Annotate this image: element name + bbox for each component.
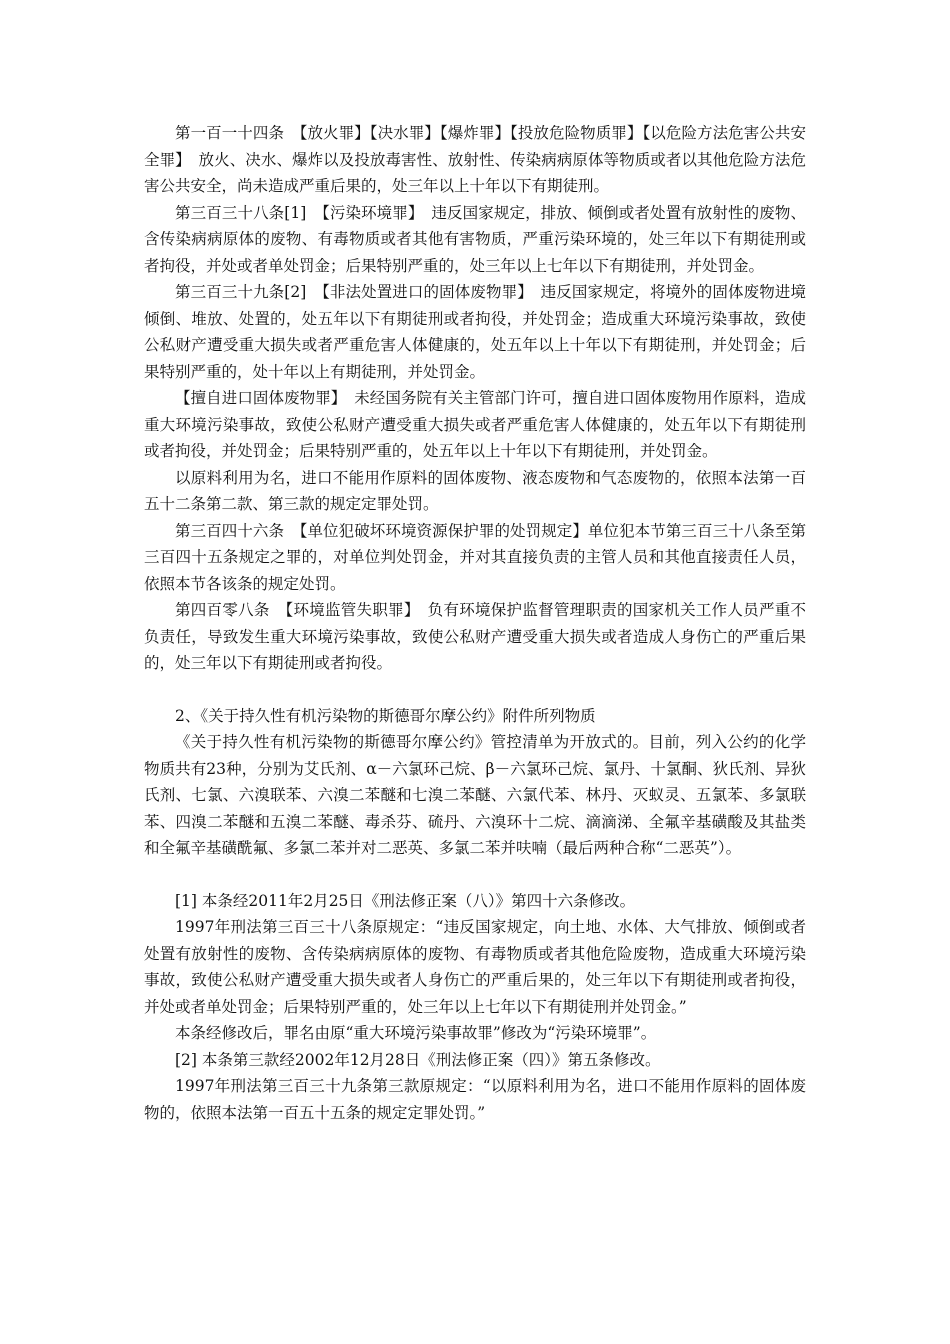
section-gap [144,677,806,703]
section-2-body: 《关于持久性有机污染物的斯德哥尔摩公约》管控清单为开放式的。目前，列入公约的化学物质共有23种，分别为艾氏剂、α－六氯环己烷、β－六氯环己烷、氯丹、十氯酮、狄氏剂、异狄氏剂、七氯、六溴联苯、六溴二苯醚和七溴二苯醚、六氯代苯、林丹、灭蚁灵、五氯苯、多氯联苯、四溴二苯醚和五溴二苯醚、毒杀芬、硫丹、六溴环十二烷、滴滴涕、全氟辛基磺酸及其盐类和全氟辛基磺酰氟、多氯二苯并对二恶英、多氯二苯并呋喃（最后两种合称“二恶英”）。 [144,733,806,857]
article-338: 第三百三十八条[1] 【污染环境罪】 违反国家规定，排放、倾倒或者处置有放射性的废物、含传染病病原体的废物、有毒物质或者其他有害物质，严重污染环境的，处三年以下有期徒刑或者拘役，并处或者单处罚金；后果特别严重的，处三年以上七年以下有期徒刑，并处罚金。 [144,203,806,275]
section-2-heading: 2、《关于持久性有机污染物的斯德哥尔摩公约》附件所列物质 [175,706,596,725]
article-346: 第三百四十六条 【单位犯破坏环境资源保护罪的处罚规定】单位犯本节第三百三十八条至第三百四十五条规定之罪的，对单位判处罚金，并对其直接负责的主管人员和其他直接责任人员，依照本节各该条的规定处罚。 [144,521,806,593]
footnote-1-rename-note: 本条经修改后，罪名由原“重大环境污染事故罪”修改为“污染环境罪”。 [175,1024,657,1042]
footnote-1: [1] 本条经2011年2月25日《刑法修正案（八）》第四十六条修改。 [175,891,636,910]
footnote-1-original-text: 1997年刑法第三百三十八条原规定：“违反国家规定，向土地、水体、大气排放、倾倒或者处置有放射性的废物、含传染病病原体的废物、有毒物质或者其他危险废物，造成重大环境污染事故，致使公私财产遭受重大损失或者人身伤亡的严重后果的，处三年以下有期徒刑或者拘役，并处或者单处罚金；后果特别严重的，处三年以上七年以下有期徒刑并处罚金。” [144,918,806,1016]
footnote-2: [2] 本条第三款经2002年12月28日《刑法修正案（四）》第五条修改。 [175,1050,661,1069]
document-page [144,120,806,1126]
article-114: 第一百一十四条 【放火罪】【决水罪】【爆炸罪】【投放危险物质罪】【以危险方法危害公共安全罪】 放火、决水、爆炸以及投放毒害性、放射性、传染病病原体等物质或者以其他危险方法危害公共安全，尚未造成严重后果的，处三年以上十年以下有期徒刑。 [144,124,806,195]
footnote-2-original-text: 1997年刑法第三百三十九条第三款原规定：“以原料利用为名，进口不能用作原料的固体废物的，依照本法第一百五十五条的规定定罪处罚。” [144,1077,806,1122]
article-408: 第四百零八条 【环境监管失职罪】 负有环境保护监督管理职责的国家机关工作人员严重不负责任，导致发生重大环境污染事故，致使公私财产遭受重大损失或者造成人身伤亡的严重后果的，处三年以下有期徒刑或者拘役。 [144,601,806,672]
article-339-unauthorized-import: 【擅自进口固体废物罪】 未经国务院有关主管部门许可，擅自进口固体废物用作原料，造成重大环境污染事故，致使公私财产遭受重大损失或者严重危害人体健康的，处五年以下有期徒刑或者拘役，并处罚金；后果特别严重的，处五年以上十年以下有期徒刑，并处罚金。 [144,389,806,460]
article-339: 第三百三十九条[2] 【非法处置进口的固体废物罪】 违反国家规定，将境外的固体废物进境倾倒、堆放、处置的，处五年以下有期徒刑或者拘役，并处罚金；造成重大环境污染事故，致使公私财产遭受重大损失或者严重危害人体健康的，处五年以上十年以下有期徒刑，并处罚金；后果特别严重的，处十年以上有期徒刑，并处罚金。 [144,283,806,381]
article-339-raw-material-clause: 以原料利用为名，进口不能用作原料的固体废物、液态废物和气态废物的，依照本法第一百五十二条第二款、第三款的规定定罪处罚。 [144,468,806,513]
footnote-gap [144,862,806,888]
